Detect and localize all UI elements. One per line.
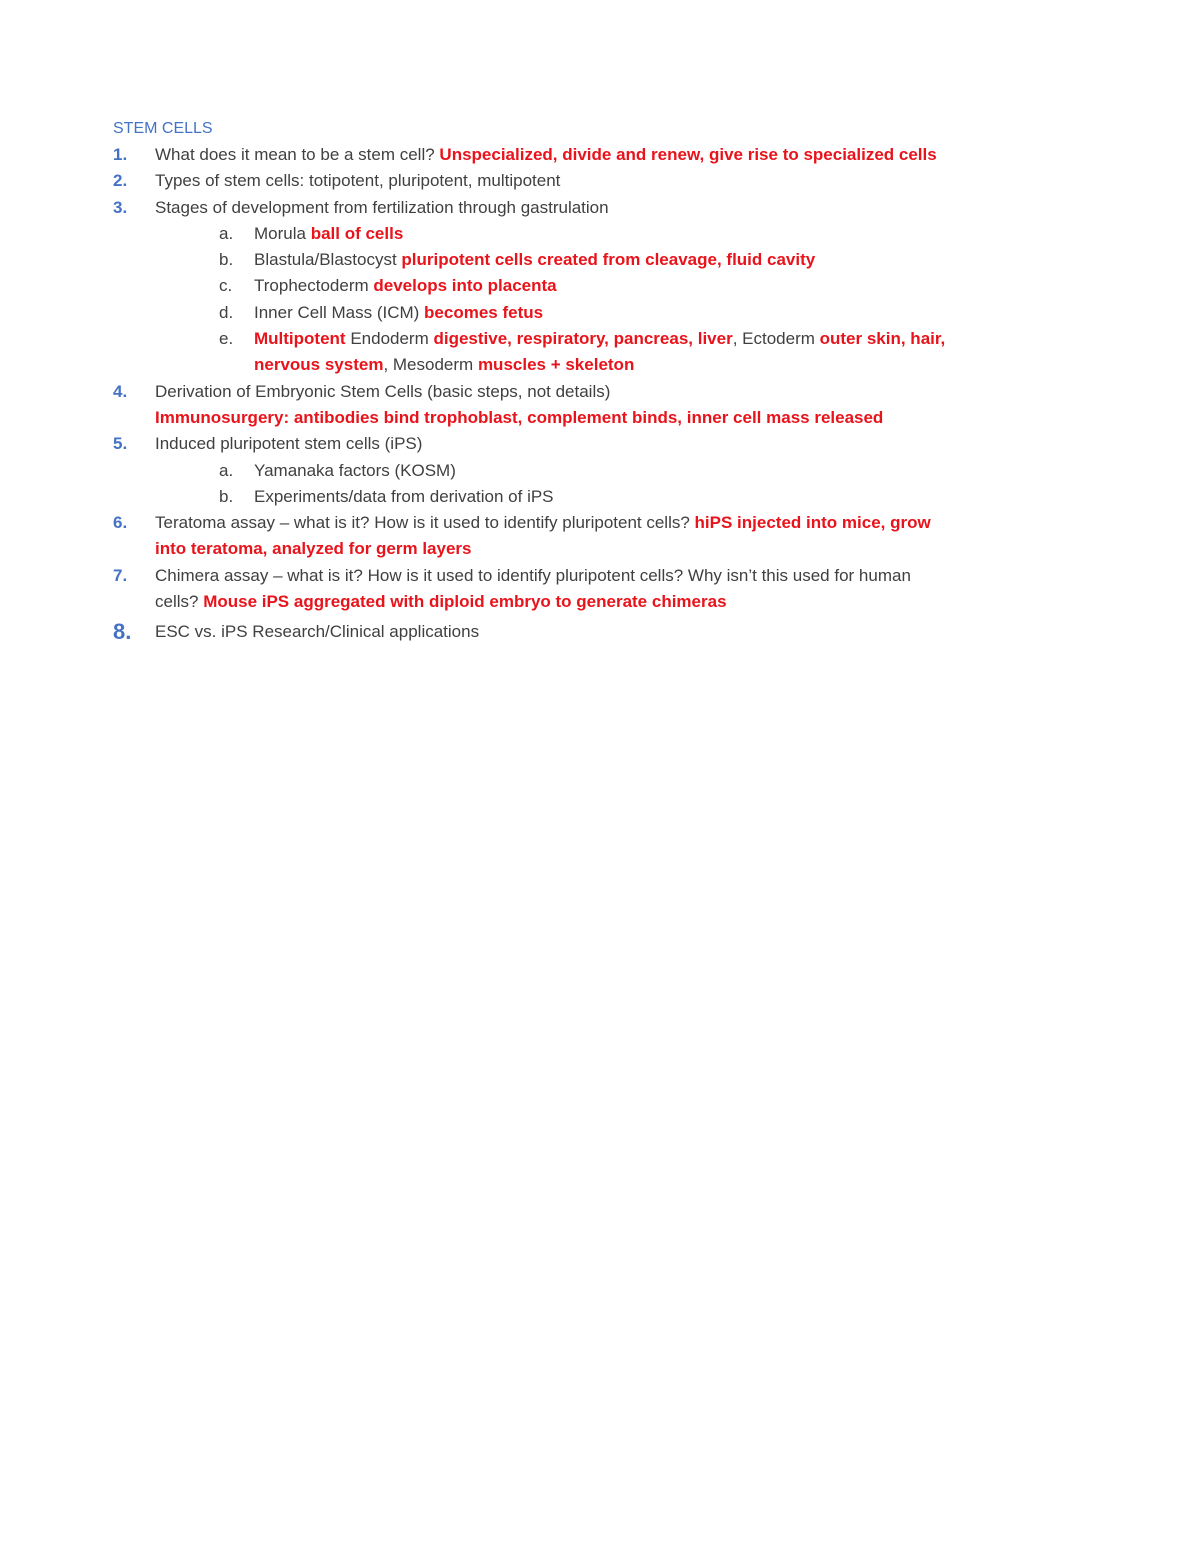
sub-item-text: Blastula/Blastocyst bbox=[254, 250, 402, 270]
answer-text: pluripotent cells created from cleavage, fluid cavity bbox=[401, 250, 816, 270]
list-item-6 bbox=[113, 510, 1103, 536]
sub-item-letter: d. bbox=[219, 302, 234, 322]
question-text: Derivation of Embryonic Stem Cells (basic steps, not details) bbox=[155, 381, 611, 401]
sub-item-3b bbox=[113, 247, 1103, 273]
answer-text: muscles + skeleton bbox=[477, 355, 635, 375]
sub-item-letter: a. bbox=[219, 460, 234, 480]
list-item-5 bbox=[113, 431, 1103, 457]
sub-item-3a bbox=[113, 221, 1103, 247]
list-item-4 bbox=[113, 379, 1103, 405]
answer-text: develops into placenta bbox=[373, 276, 557, 296]
answer-text: outer skin, hair, bbox=[819, 329, 946, 349]
question-text: Teratoma assay – what is it? How is it used to identify pluripotent cells? bbox=[155, 513, 695, 533]
answer-text: Multipotent bbox=[254, 329, 346, 349]
item-number: 5. bbox=[113, 434, 128, 454]
sub-item-text: Yamanaka factors (KOSM) bbox=[254, 460, 456, 480]
question-text: Types of stem cells: totipotent, pluripotent, multipotent bbox=[155, 171, 561, 191]
question-text: cells? bbox=[155, 592, 204, 612]
list-item-4-answer bbox=[113, 405, 1103, 431]
sub-item-letter: e. bbox=[219, 329, 234, 349]
sub-item-3d bbox=[113, 300, 1103, 326]
answer-text: into teratoma, analyzed for germ layers bbox=[155, 539, 472, 559]
sub-item-letter: a. bbox=[219, 223, 234, 243]
item-number: 3. bbox=[113, 197, 128, 217]
list-item-2 bbox=[113, 168, 1103, 194]
question-text: Induced pluripotent stem cells (iPS) bbox=[155, 434, 423, 454]
list-item-7 bbox=[113, 563, 1103, 589]
item-number: 7. bbox=[113, 565, 128, 585]
answer-text: digestive, respiratory, pancreas, liver bbox=[433, 329, 733, 349]
answer-text: Mouse iPS aggregated with diploid embryo to generate chimeras bbox=[203, 592, 727, 612]
sub-item-letter: b. bbox=[219, 250, 234, 270]
sub-item-5b bbox=[113, 484, 1103, 510]
answer-text: becomes fetus bbox=[424, 302, 544, 322]
question-text: ESC vs. iPS Research/Clinical applications bbox=[155, 622, 480, 642]
list-item-7-continued bbox=[113, 589, 1103, 615]
answer-text: nervous system bbox=[254, 355, 384, 375]
list-item-1 bbox=[113, 142, 1103, 168]
list-item-3 bbox=[113, 195, 1103, 221]
sub-item-text: , Ectoderm bbox=[732, 329, 820, 349]
question-text: What does it mean to be a stem cell? bbox=[155, 145, 440, 164]
answer-text: hiPS injected into mice, grow bbox=[694, 513, 931, 533]
sub-item-text: Morula bbox=[254, 223, 311, 243]
sub-item-3c bbox=[113, 273, 1103, 299]
answer-text: ball of cells bbox=[310, 223, 404, 243]
item-number: 1. bbox=[113, 145, 128, 164]
answer-text: Immunosurgery: antibodies bind trophoblast, complement binds, inner cell mass released bbox=[155, 407, 884, 427]
sub-item-letter: c. bbox=[219, 276, 233, 296]
page-title: STEM CELLS bbox=[113, 120, 213, 137]
study-guide bbox=[113, 115, 1103, 649]
item-number: 2. bbox=[113, 171, 128, 191]
sub-item-text: Experiments/data from derivation of iPS bbox=[254, 486, 554, 506]
item-number: 6. bbox=[113, 513, 128, 533]
question-text: Chimera assay – what is it? How is it used to identify pluripotent cells? Why isn’t this used for human bbox=[155, 565, 911, 585]
list-item-6-continued bbox=[113, 536, 1103, 562]
sub-item-3e-continued bbox=[113, 352, 1103, 378]
sub-item-text: , Mesoderm bbox=[383, 355, 478, 375]
sub-item-5a bbox=[113, 458, 1103, 484]
item-number: 4. bbox=[113, 381, 128, 401]
sub-item-text: Inner Cell Mass (ICM) bbox=[254, 302, 425, 322]
sub-item-letter: b. bbox=[219, 486, 234, 506]
sub-item-3e bbox=[113, 326, 1103, 352]
item-number: 8. bbox=[113, 619, 132, 645]
sub-item-text: Trophectoderm bbox=[254, 276, 374, 296]
question-text: Stages of development from fertilization through gastrulation bbox=[155, 197, 609, 217]
answer-text: Unspecialized, divide and renew, give rise to specialized cells bbox=[439, 145, 937, 164]
list-item-8 bbox=[113, 615, 1103, 649]
sub-item-text: Endoderm bbox=[345, 329, 434, 349]
